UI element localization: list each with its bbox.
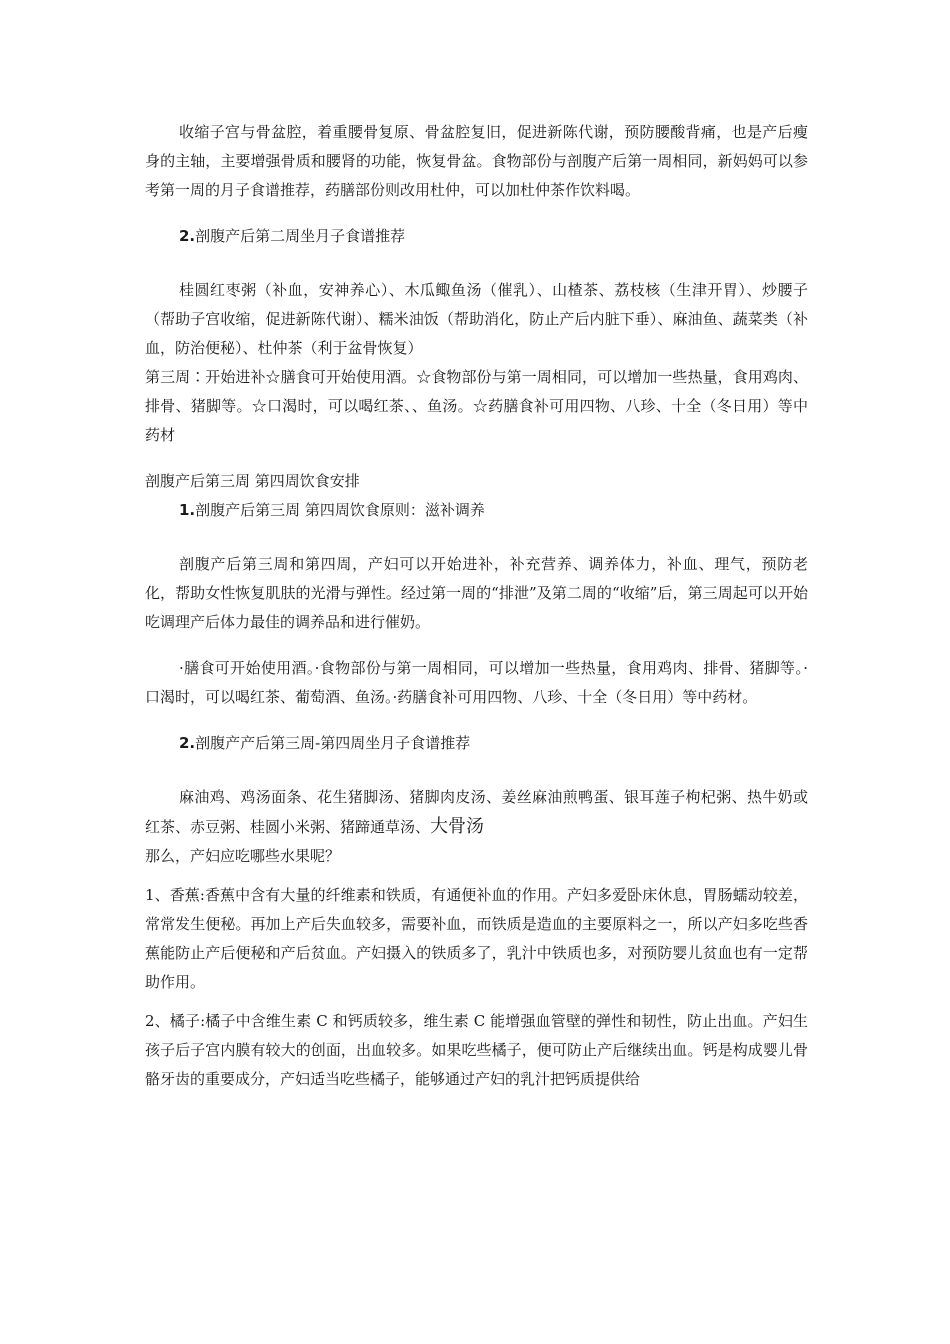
paragraph-week3-4-diet: ·膳食可开始使用酒。·食物部份与第一周相同，可以增加一些热量，食用鸡肉、排骨、猪脚等。·口渴时，可以喝红茶、葡萄酒、鱼汤。·药膳食补可用四物、八珍、十全（冬日用）等中药材。 [145, 659, 808, 706]
paragraph-week3-4-recipe-list [145, 783, 808, 842]
recipe-list-text: 麻油鸡、鸡汤面条、花生猪脚汤、猪脚肉皮汤、姜丝麻油煎鸭蛋、银耳莲子枸杞粥、热牛奶或红茶、赤豆粥、桂圆小米粥、猪蹄通草汤、 [145, 788, 808, 836]
document-page [145, 118, 808, 1094]
heading-week2-recipes [145, 222, 808, 251]
paragraph-fruit-banana: 1、香蕉:香蕉中含有大量的纤维素和铁质，有通便补血的作用。产妇多爱卧床休息，胃肠蠕动较差，常常发生便秘。再加上产后失血较多，需要补血，而铁质是造血的主要原料之一，所以产妇多吃些香蕉能防止产后便秘和产后贫血。产妇摄入的铁质多了，乳汁中铁质也多，对预防婴儿贫血也有一定帮助作用。 [145, 886, 808, 991]
paragraph-fruit-orange: 2、橘子:橘子中含维生素 C 和钙质较多，维生素 C 能增强血管壁的弹性和韧性，防止出血。产妇生孩子后子宫内膜有较大的创面，出血较多。如果吃些橘子，便可防止产后继续出血。钙是构成婴儿骨骼牙齿的重要成分，产妇适当吃些橘子，能够通过产妇的乳汁把钙质提供给 [145, 1012, 808, 1088]
paragraph-week2-intro: 收缩子宫与骨盆腔，着重腰骨复原、骨盆腔复旧，促进新陈代谢，预防腰酸背痛，也是产后瘦身的主轴，主要增强骨质和腰肾的功能，恢复骨盆。食物部份与剖腹产后第一周相同，新妈妈可以参考第一周的月子食谱推荐，药膳部份则改用杜仲，可以加杜仲茶作饮料喝。 [145, 123, 808, 199]
paragraph-week3-summary: 第三周∶开始进补☆膳食可开始使用酒。☆食物部份与第一周相同，可以增加一些热量，食用鸡肉、排骨、猪脚等。☆口渴时，可以喝红茶、、鱼汤。☆药膳食补可用四物、八珍、十全（冬日用）等中药材 [145, 368, 808, 444]
paragraph-week3-4-intro: 剖腹产后第三周和第四周，产妇可以开始进补，补充营养、调养体力，补血、理气，预防老化，帮助女性恢复肌肤的光滑与弹性。经过第一周的“排泄”及第二周的“收缩”后，第三周起可以开始吃调理产后体力最佳的调养品和进行催奶。 [145, 555, 808, 631]
heading-text: 剖腹产后第三周 第四周饮食原则：滋补调养 [195, 501, 485, 519]
section-title-week3-4: 剖腹产后第三周 第四周饮食安排 [145, 472, 360, 490]
heading-text: 剖腹产产后第三周-第四周坐月子食谱推荐 [195, 734, 471, 752]
recipe-list-last-item: 大骨汤 [430, 816, 485, 837]
fruit-question: 那么，产妇应吃哪些水果呢？ [145, 847, 341, 865]
heading-text: 剖腹产后第二周坐月子食谱推荐 [195, 227, 406, 245]
heading-week3-4-recipes [145, 729, 808, 758]
heading-number: 2. [179, 734, 196, 752]
heading-week3-4-principle [145, 496, 808, 525]
heading-number: 1. [179, 501, 196, 519]
heading-number: 2. [179, 227, 196, 245]
paragraph-week2-recipe-list: 桂圆红枣粥（补血，安神养心）、木瓜鲰鱼汤（催乳）、山楂茶、荔枝核（生津开胃）、炒腰子（帮助子宫收缩，促进新陈代谢）、糯米油饭（帮助消化，防止产后内脏下垂）、麻油鱼、蔬菜类（补血，防治便秘）、杜仲茶（利于盆骨恢复） [145, 281, 808, 357]
